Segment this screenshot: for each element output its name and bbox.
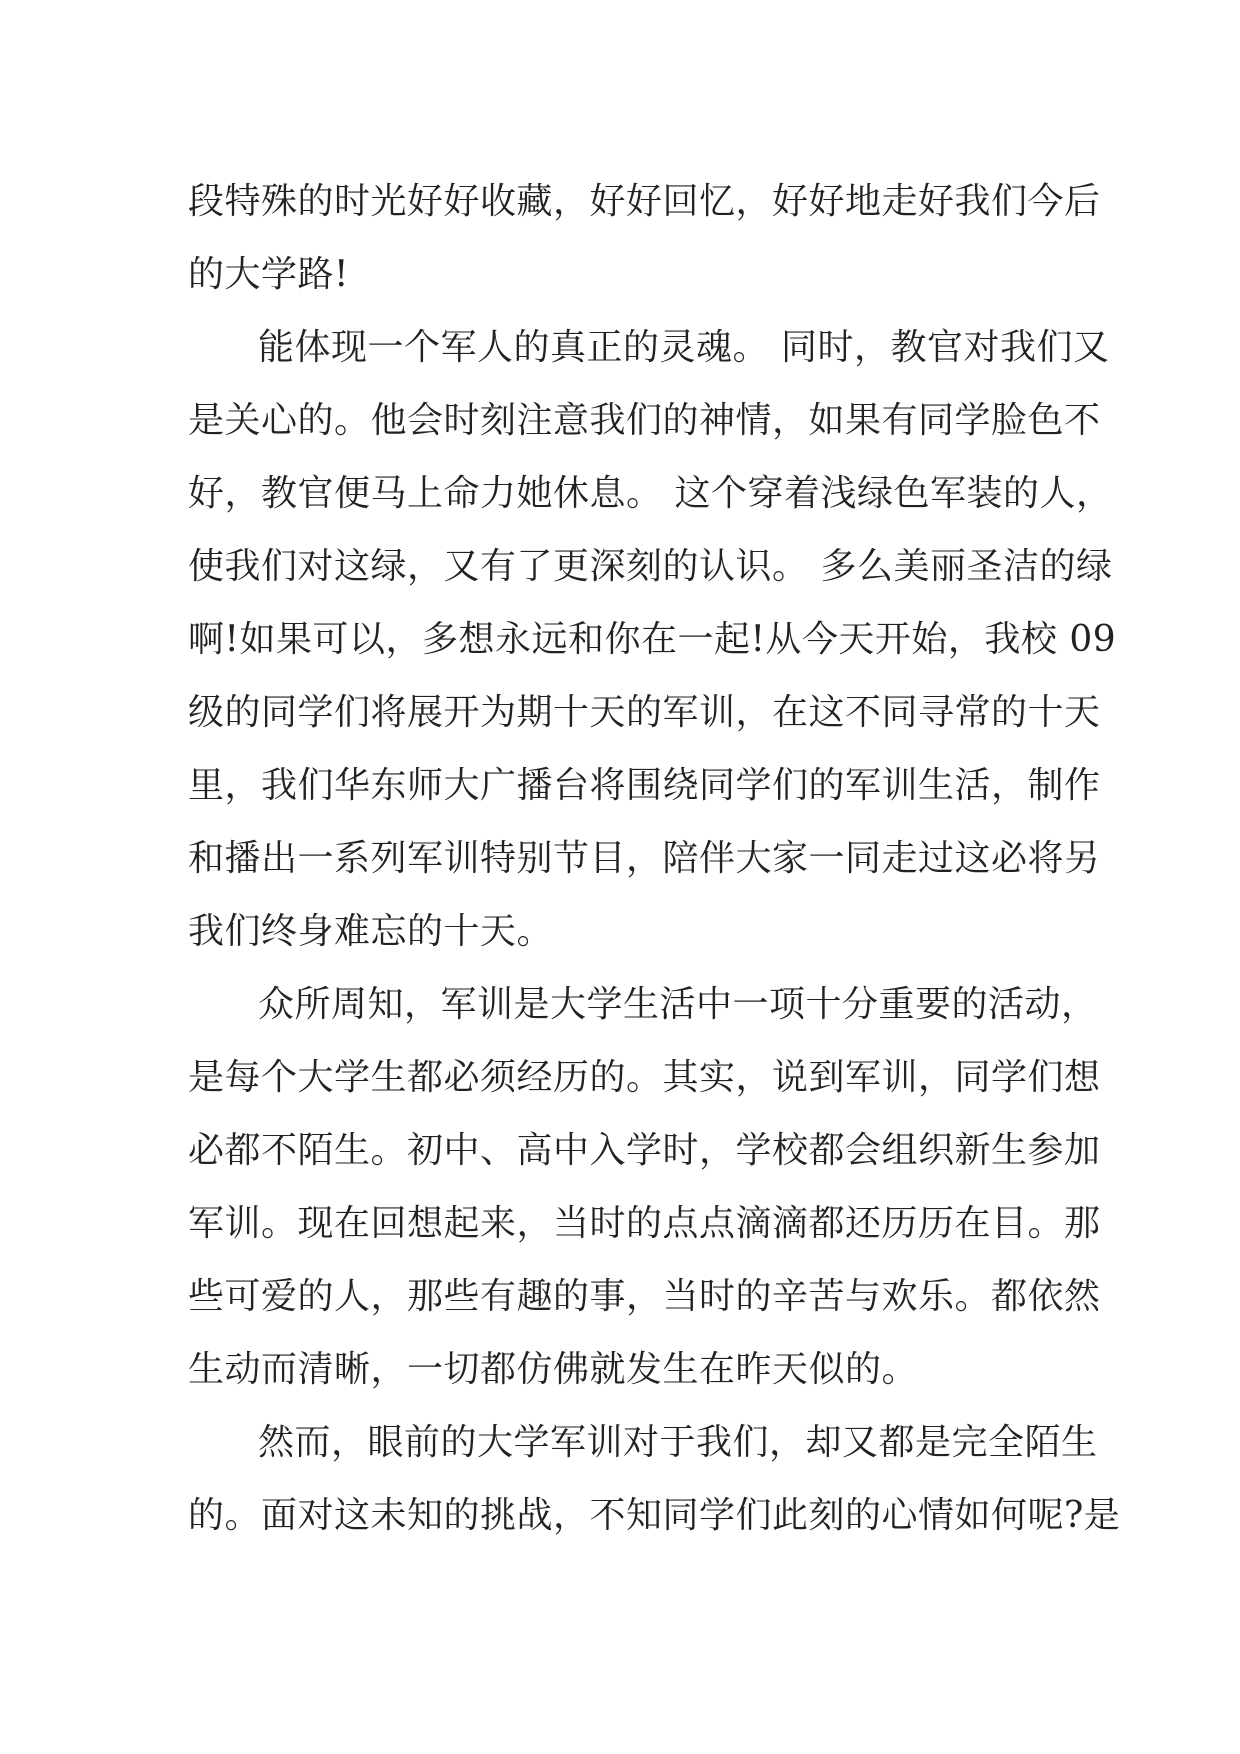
paragraph-2 [188,311,1117,968]
text-line: 好，教官便马上命力她休息。 这个穿着浅绿色军装的人， [188,473,1113,514]
text-line: 啊!如果可以，多想永远和你在一起!从今天开始，我校 09 [188,619,1117,660]
paragraph-1 [188,165,1101,311]
body-text [188,165,1121,1552]
text-line: 的。面对这未知的挑战，不知同学们此刻的心情如何呢?是 [188,1495,1121,1536]
text-line: 然而，眼前的大学军训对于我们，却又都是完全陌生 [258,1422,1098,1463]
paragraph-4 [188,1406,1121,1552]
text-line: 和播出一系列军训特别节目，陪伴大家一同走过这必将另 [188,838,1101,879]
text-line: 段特殊的时光好好收藏，好好回忆，好好地走好我们今后 [188,181,1101,222]
text-line: 是每个大学生都必须经历的。其实，说到军训，同学们想 [188,1057,1101,1098]
text-line: 使我们对这绿，又有了更深刻的认识。 多么美丽圣洁的绿 [188,546,1113,587]
text-line: 军训。现在回想起来，当时的点点滴滴都还历历在目。那 [188,1203,1101,1244]
text-line: 里，我们华东师大广播台将围绕同学们的军训生活，制作 [188,765,1101,806]
text-line: 生动而清晰，一切都仿佛就发生在昨天似的。 [188,1349,919,1390]
text-line: 众所周知，军训是大学生活中一项十分重要的活动， [258,984,1098,1025]
text-line: 的大学路! [188,254,349,295]
text-line: 是关心的。他会时刻注意我们的神情，如果有同学脸色不 [188,400,1101,441]
text-line: 级的同学们将展开为期十天的军训，在这不同寻常的十天 [188,692,1101,733]
text-line: 必都不陌生。初中、高中入学时，学校都会组织新生参加 [188,1130,1101,1171]
text-line: 些可爱的人，那些有趣的事，当时的辛苦与欢乐。都依然 [188,1276,1101,1317]
paragraph-3 [188,968,1101,1406]
text-line: 能体现一个军人的真正的灵魂。 同时，教官对我们又 [258,327,1110,368]
text-line: 我们终身难忘的十天。 [188,911,554,952]
